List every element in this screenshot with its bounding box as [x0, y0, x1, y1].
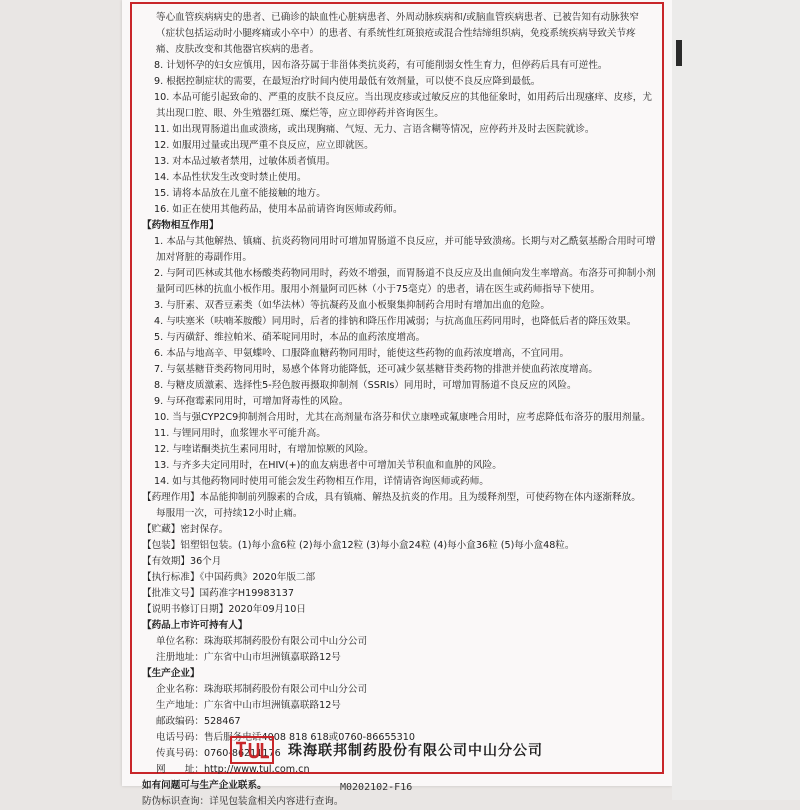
text-line: 【药理作用】本品能抑制前列腺素的合成，具有镇痛、解热及抗炎的作用。且为缓释剂型，可使药物在体内逐渐释放。 — [142, 492, 641, 503]
text-line: 13. 对本品过敏者禁用，过敏体质者慎用。 — [154, 156, 336, 167]
text-line: 【执行标准】《中国药典》2020年版二部 — [142, 572, 316, 583]
text-line: 网 址：http://www.tul.com.cn — [156, 764, 310, 775]
text-line: 邮政编码：528467 — [156, 716, 241, 727]
footer — [142, 736, 658, 766]
text-line: 6. 本品与地高辛、甲氨蝶呤、口服降血糖药物同用时，能使这些药物的血药浓度增高，不宜同用。 — [154, 348, 570, 359]
text-line: 15. 请将本品放在儿童不能接触的地方。 — [154, 188, 326, 199]
text-line: 【生产企业】 — [142, 668, 200, 679]
text-line: 10. 当与强CYP2C9抑制剂合用时，尤其在高剂量布洛芬和伏立康唑或氟康唑合用时，应考虑降低布洛芬的服用剂量。 — [154, 412, 651, 423]
text-line: 14. 本品性状发生改变时禁止使用。 — [154, 172, 307, 183]
text-line: 16. 如正在使用其他药品，使用本品前请咨询医师或药师。 — [154, 204, 403, 215]
text-line: 7. 与氨基糖苷类药物同用时，易感个体肾功能降低，还可减少氨基糖苷类药物的排泄并使血药浓度增高。 — [154, 364, 598, 375]
text-line: 2. 与阿司匹林或其他水杨酸类药物同用时，药效不增强，而胃肠道不良反应及出血倾向发生率增高。布洛芬可抑制小剂 — [154, 268, 656, 279]
text-line: 【药品上市许可持有人】 — [142, 620, 248, 631]
text-line: 其出现口腔、眼、外生殖器红斑、糜烂等，应立即停药并咨询医生。 — [156, 108, 444, 119]
text-line: 企业名称：珠海联邦制药股份有限公司中山分公司 — [156, 684, 368, 695]
text-line: 【有效期】36个月 — [142, 556, 222, 567]
text-line: 每服用一次，可持续12小时止痛。 — [156, 508, 303, 519]
text-line: 【包装】铝塑铝包装。(1)每小盒6粒 (2)每小盒12粒 (3)每小盒24粒 (4)每小盒36粒 (5)每小盒48粒。 — [142, 540, 575, 551]
text-line: 注册地址：广东省中山市坦洲镇嘉联路12号 — [156, 652, 341, 663]
text-line: 【说明书修订日期】2020年09月10日 — [142, 604, 306, 615]
text-line: 11. 如出现胃肠道出血或溃疡，或出现胸痛、气短、无力、言语含糊等情况，应停药并及时去医院就诊。 — [154, 124, 595, 135]
text-line: 【药物相互作用】 — [142, 220, 219, 231]
edge-mark — [676, 40, 682, 66]
text-line: 13. 与齐多夫定同用时，在HIV(+)的血友病患者中可增加关节积血和血肿的风险。 — [154, 460, 502, 471]
text-line: 【贮藏】密封保存。 — [142, 524, 229, 535]
text-line: 传真号码：0760-86211176 — [156, 748, 281, 759]
text-line: 8. 计划怀孕的妇女应慎用，因布洛芬属于非甾体类抗炎药，有可能削弱女性生育力，但停药后具有可逆性。 — [154, 60, 608, 71]
text-line: 痛、皮肤改变和其他器官疾病的患者。 — [156, 44, 320, 55]
background-strip — [672, 0, 800, 800]
text-line: 电话号码：售后服务电话4008 818 618或0760-86655310 — [156, 732, 415, 743]
text-line: （症状包括运动时小腿疼痛或小卒中）的患者、有系统性红斑狼疮或混合性结缔组织病，免疫系统疾病导致关节疼 — [156, 28, 636, 39]
leaflet-text-body — [142, 10, 658, 810]
text-line: 5. 与丙磺舒、维拉帕米、硝苯啶同用时，本品的血药浓度增高。 — [154, 332, 426, 343]
text-line: 生产地址：广东省中山市坦洲镇嘉联路12号 — [156, 700, 341, 711]
text-line: 9. 根据控制症状的需要，在最短治疗时间内使用最低有效剂量，可以使不良反应降到最低。 — [154, 76, 541, 87]
text-line: 量阿司匹林的抗血小板作用。服用小剂量阿司匹林（小于75毫克）的患者，请在医生或药师指导下使用。 — [156, 284, 600, 295]
text-line: 1. 本品与其他解热、镇痛、抗炎药物同用时可增加胃肠道不良反应，并可能导致溃疡。长期与对乙酰氨基酚合用时可增 — [154, 236, 656, 247]
text-line: 等心血管疾病病史的患者、已确诊的缺血性心脏病患者、外周动脉疾病和/或脑血管疾病患者、已被告知有动脉狭窄 — [156, 12, 639, 23]
text-line: 单位名称：珠海联邦制药股份有限公司中山分公司 — [156, 636, 368, 647]
text-line: 10. 本品可能引起致命的、严重的皮肤不良反应。当出现皮疹或过敏反应的其他征象时，如用药后出现瘙痒、皮疹，尤 — [154, 92, 652, 103]
text-line: 3. 与肝素、双香豆素类（如华法林）等抗凝药及血小板聚集抑制药合用时有增加出血的危险。 — [154, 300, 550, 311]
company-logo-icon — [230, 736, 274, 764]
text-line: 防伪标识查询：详见包装盒相关内容进行查询。 — [142, 796, 344, 807]
print-code: M0202102-F16 — [340, 782, 413, 793]
text-line: 11. 与锂同用时，血浆锂水平可能升高。 — [154, 428, 326, 439]
text-line: 【批准文号】国药准字H19983137 — [142, 588, 294, 599]
text-line: 12. 与喹诺酮类抗生素同用时，有增加惊厥的风险。 — [154, 444, 374, 455]
text-line: 4. 与呋塞米（呋喃苯胺酸）同用时，后者的排钠和降压作用减弱；与抗高血压药同用时，也降低后者的降压效果。 — [154, 316, 637, 327]
text-line: 9. 与环孢霉素同用时，可增加肾毒性的风险。 — [154, 396, 349, 407]
text-line: 8. 与糖皮质激素、选择性5-羟色胺再摄取抑制剂（SSRIs）同用时，可增加胃肠道不良反应的风险。 — [154, 380, 577, 391]
text-line: 12. 如服用过量或出现严重不良反应，应立即就医。 — [154, 140, 374, 151]
text-line: 如有问题可与生产企业联系。 — [142, 780, 267, 791]
text-line: 14. 如与其他药物同时使用可能会发生药物相互作用，详情请咨询医师或药师。 — [154, 476, 489, 487]
text-line: 加对肾脏的毒副作用。 — [156, 252, 252, 263]
company-name: 珠海联邦制药股份有限公司中山分公司 — [288, 743, 543, 759]
